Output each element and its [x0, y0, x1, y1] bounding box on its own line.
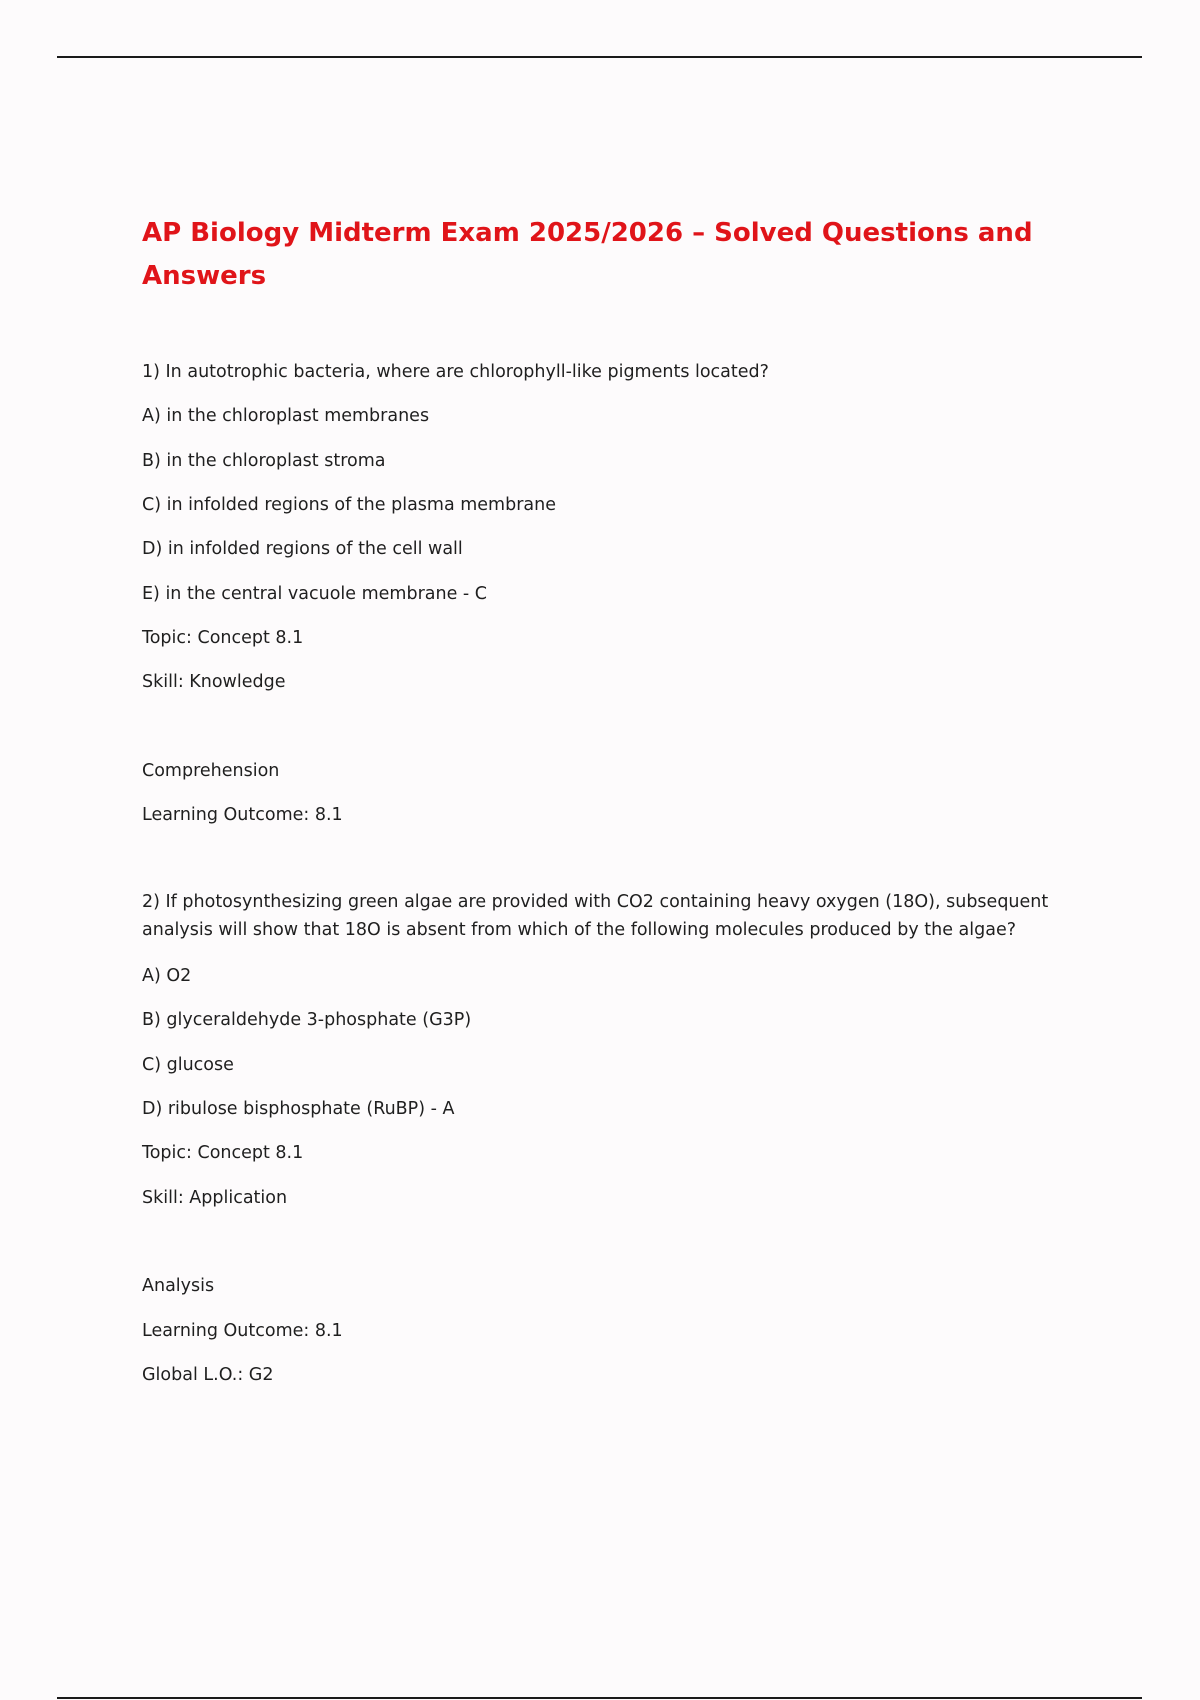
question-1-option-a: A) in the chloroplast membranes [142, 406, 430, 426]
question-2-level: Analysis [142, 1276, 215, 1296]
question-2-option-b: B) glyceraldehyde 3-phosphate (G3P) [142, 1010, 472, 1030]
question-2-option-a: A) O2 [142, 966, 192, 986]
question-1-topic: Topic: Concept 8.1 [142, 628, 304, 648]
question-1-option-d: D) in infolded regions of the cell wall [142, 539, 463, 559]
question-1-option-e: E) in the central vacuole membrane - C [142, 584, 488, 604]
question-2-skill: Skill: Application [142, 1188, 288, 1208]
question-2-option-c: C) glucose [142, 1055, 234, 1075]
question-1-option-b: B) in the chloroplast stroma [142, 451, 386, 471]
question-1-skill: Skill: Knowledge [142, 672, 286, 692]
question-2-global: Global L.O.: G2 [142, 1365, 274, 1385]
question-2-option-d: D) ribulose bisphosphate (RuBP) - A [142, 1099, 455, 1119]
question-2-outcome: Learning Outcome: 8.1 [142, 1321, 343, 1341]
question-1-level: Comprehension [142, 761, 280, 781]
question-2-topic: Topic: Concept 8.1 [142, 1143, 304, 1163]
footer-rule [57, 1697, 1142, 1699]
question-1-prompt: 1) In autotrophic bacteria, where are chlorophyll-like pigments located? [142, 362, 769, 382]
question-1-outcome: Learning Outcome: 8.1 [142, 805, 343, 825]
document-title: AP Biology Midterm Exam 2025/2026 – Solved Questions and Answers [142, 218, 1033, 291]
header-rule [57, 56, 1142, 58]
question-1-option-c: C) in infolded regions of the plasma membrane [142, 495, 556, 515]
question-2-prompt: 2) If photosynthesizing green algae are provided with CO2 containing heavy oxygen (18O), subsequent analysis will show that 18O is absent from which of the following molecules produced by the algae? [142, 892, 1049, 940]
